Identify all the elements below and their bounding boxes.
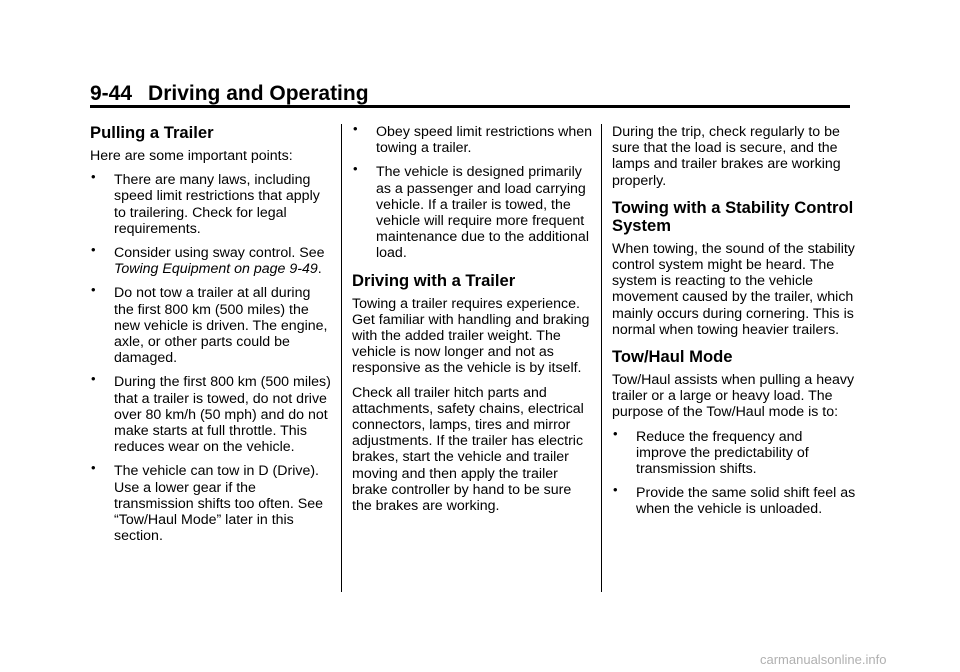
paragraph: Check all trailer hitch parts and attachments, safety chains, electrical connectors, lamps, tires and mirror adjustments. If the trailer has electric brakes, start the vehicle and trailer moving and then apply the trailer brake controller by hand to be sure the brakes are working. xyxy=(352,384,584,515)
list-item: • Consider using sway control. See Towing Equipment on page 9-49. xyxy=(91,242,325,278)
section-heading-stability-control: Towing with a Stability Control System xyxy=(612,197,854,235)
column-divider-2 xyxy=(601,124,602,592)
column-divider-1 xyxy=(341,124,342,592)
bullet-icon: • xyxy=(353,161,358,177)
bullet-icon: • xyxy=(613,425,618,441)
column-3 xyxy=(612,124,856,526)
column-2 xyxy=(352,121,594,522)
section-heading-pulling-trailer: Pulling a Trailer xyxy=(90,123,214,142)
header-rule xyxy=(90,105,850,108)
bullet-icon: • xyxy=(91,371,96,387)
list-item: • Do not tow a trailer at all during the first 800 km (500 miles) the new vehicle is driven. The engine, axle, or other parts could be damaged. xyxy=(91,282,328,367)
bullet-icon: • xyxy=(613,482,618,498)
bullet-icon: • xyxy=(91,242,96,258)
bullet-icon: • xyxy=(353,121,358,136)
bullet-icon: • xyxy=(91,460,96,476)
list-item: • During the first 800 km (500 miles) that a trailer is towed, do not drive over 80 km/h (50 mph) and do not make starts at full throttle. This reduces wear on the vehicle. xyxy=(91,371,331,456)
list-item: • There are many laws, including speed limit restrictions that apply to trailering. Check for legal requirements. xyxy=(91,169,320,237)
bullet-icon: • xyxy=(91,282,96,298)
paragraph: During the trip, check regularly to be sure that the load is secure, and the lamps and trailer brakes are working properly. xyxy=(612,124,841,189)
bullet-icon: • xyxy=(91,169,96,185)
list-item: • Reduce the frequency and improve the predictability of transmission shifts. xyxy=(613,425,809,478)
intro-text: Here are some important points: xyxy=(90,148,293,164)
list-item: • The vehicle can tow in D (Drive). Use a lower gear if the transmission shifts too often. See “Tow/Haul Mode” later in this section. xyxy=(91,460,323,545)
tow-haul-list xyxy=(612,425,856,518)
section-heading-driving-trailer: Driving with a Trailer xyxy=(352,270,516,290)
page-header xyxy=(90,82,850,106)
column-1 xyxy=(90,124,332,552)
paragraph: When towing, the sound of the stability control system might be heard. The system is reacting to the vehicle movement caused by the trailer, which mainly occurs during cornering. This is normal when towing heavier trailers. xyxy=(612,240,855,338)
paragraph: Towing a trailer requires experience. Get familiar with handling and braking with the added trailer weight. The vehicle is now longer and not as responsive as the vehicle is by itself. xyxy=(352,295,590,377)
list-item: • Provide the same solid shift feel as when the vehicle is unloaded. xyxy=(613,482,856,518)
paragraph: Tow/Haul assists when pulling a heavy trailer or a large or heavy load. The purpose of the Tow/Haul mode is to: xyxy=(612,372,855,421)
page-number: 9-44 xyxy=(90,82,133,105)
points-list-continued xyxy=(352,121,594,262)
points-list xyxy=(90,169,332,545)
cross-reference-link[interactable]: Towing Equipment on page 9-49 xyxy=(114,261,318,278)
chapter-title: Driving and Operating xyxy=(148,82,369,105)
section-heading-tow-haul: Tow/Haul Mode xyxy=(612,347,733,367)
watermark: carmanualsonline.info xyxy=(760,652,887,667)
list-item: • Obey speed limit restrictions when towing a trailer. xyxy=(353,121,593,157)
list-item: • The vehicle is designed primarily as a passenger and load carrying vehicle. If a trailer is towed, the vehicle will require more frequent maintenance due to the additional load. xyxy=(353,161,589,262)
